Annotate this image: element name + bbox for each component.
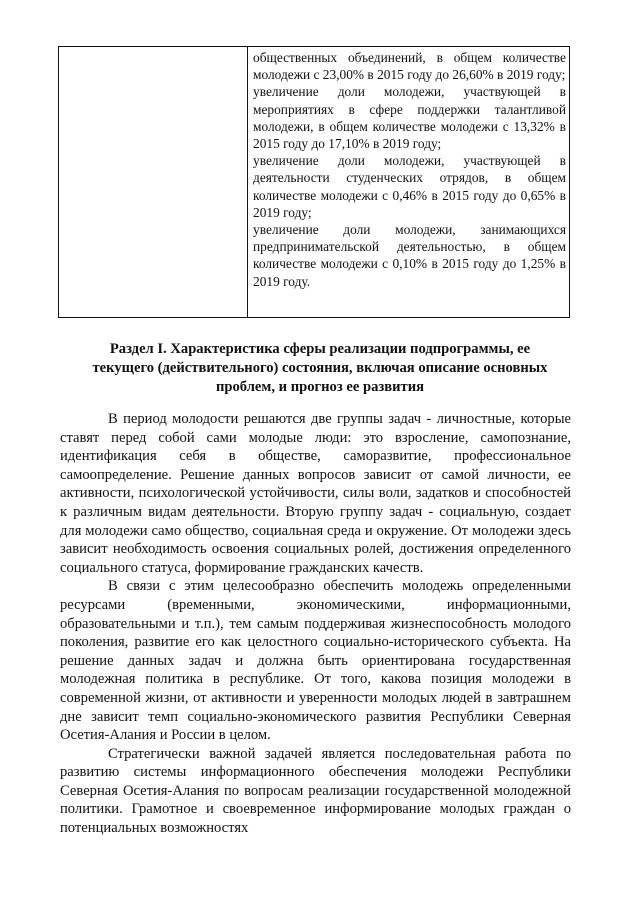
heading-line: Раздел I. Характеристика сферы реализации подпрограммы, ее [109, 341, 531, 357]
indicators-table [58, 46, 570, 318]
table-paragraph: увеличение доли молодежи, занимающихся предпринимательской деятельностью, в общем количестве молодежи с 0,10% в 2015 году до 1,25% в 2019 году. [253, 222, 566, 289]
body-paragraph: В связи с этим целесообразно обеспечить молодежь определенными ресурсами (временными, экономическими, информационными, образовательными и т.п.), тем самым поддерживая жизнеспособность молодого поколения, развитие его как целостного социально-исторического субъекта. На решение данных задач и должна быть ориентирована государственная молодежная политика в республике. От того, какова позиция молодежи в современной жизни, от активности и уверенности молодых людей в завтрашнем дне зависит темп социально-экономического развития Республики Северная Осетия-Алания и России в целом. [60, 578, 571, 744]
table-left-cell [59, 47, 248, 317]
table-paragraph: увеличение доли молодежи, участвующей в мероприятиях в сфере поддержки талантливой молодежи, в общем количестве молодежи с 13,32% в 2015 году до 17,10% в 2019 году; [253, 84, 566, 152]
section-heading [60, 340, 580, 397]
table-paragraph: увеличение доли молодежи, участвующей в деятельности студенческих отрядов, в общем количестве молодежи с 0,46% в 2015 году до 0,65% в 2019 году; [253, 153, 566, 220]
body-paragraph: Стратегически важной задачей является последовательная работа по развитию системы информационного обеспечения молодежи Республики Северная Осетия-Алания по вопросам реализации государственной молодежной политики. Грамотное и своевременное информирование молодых граждан о потенциальных возможностях [60, 745, 571, 837]
section-body [60, 410, 571, 838]
heading-line: текущего (действительного) состояния, включая описание основных [92, 360, 548, 376]
heading-line: проблем, и прогноз ее развития [215, 379, 425, 395]
table-paragraph: общественных объединений, в общем количестве молодежи с 23,00% в 2015 году до 26,60% в 2019 году; [253, 50, 566, 83]
body-paragraph: В период молодости решаются две группы задач - личностные, которые ставят перед собой сами молодые люди: это взросление, самопознание, идентификация себя в обществе, саморазвитие, профессиональное самоопределение. Решение данных вопросов зависит от самой личности, ее активности, психологической устойчивости, силы воли, задатков и способностей к различным видам деятельности. Вторую группу задач - социальную, создает для молодежи само общество, социальная среда и окружение. От молодежи здесь зависит необходимость освоения социальных ролей, достижения определенного социального статуса, формирование гражданских качеств. [60, 411, 571, 576]
table-right-cell [248, 47, 569, 317]
